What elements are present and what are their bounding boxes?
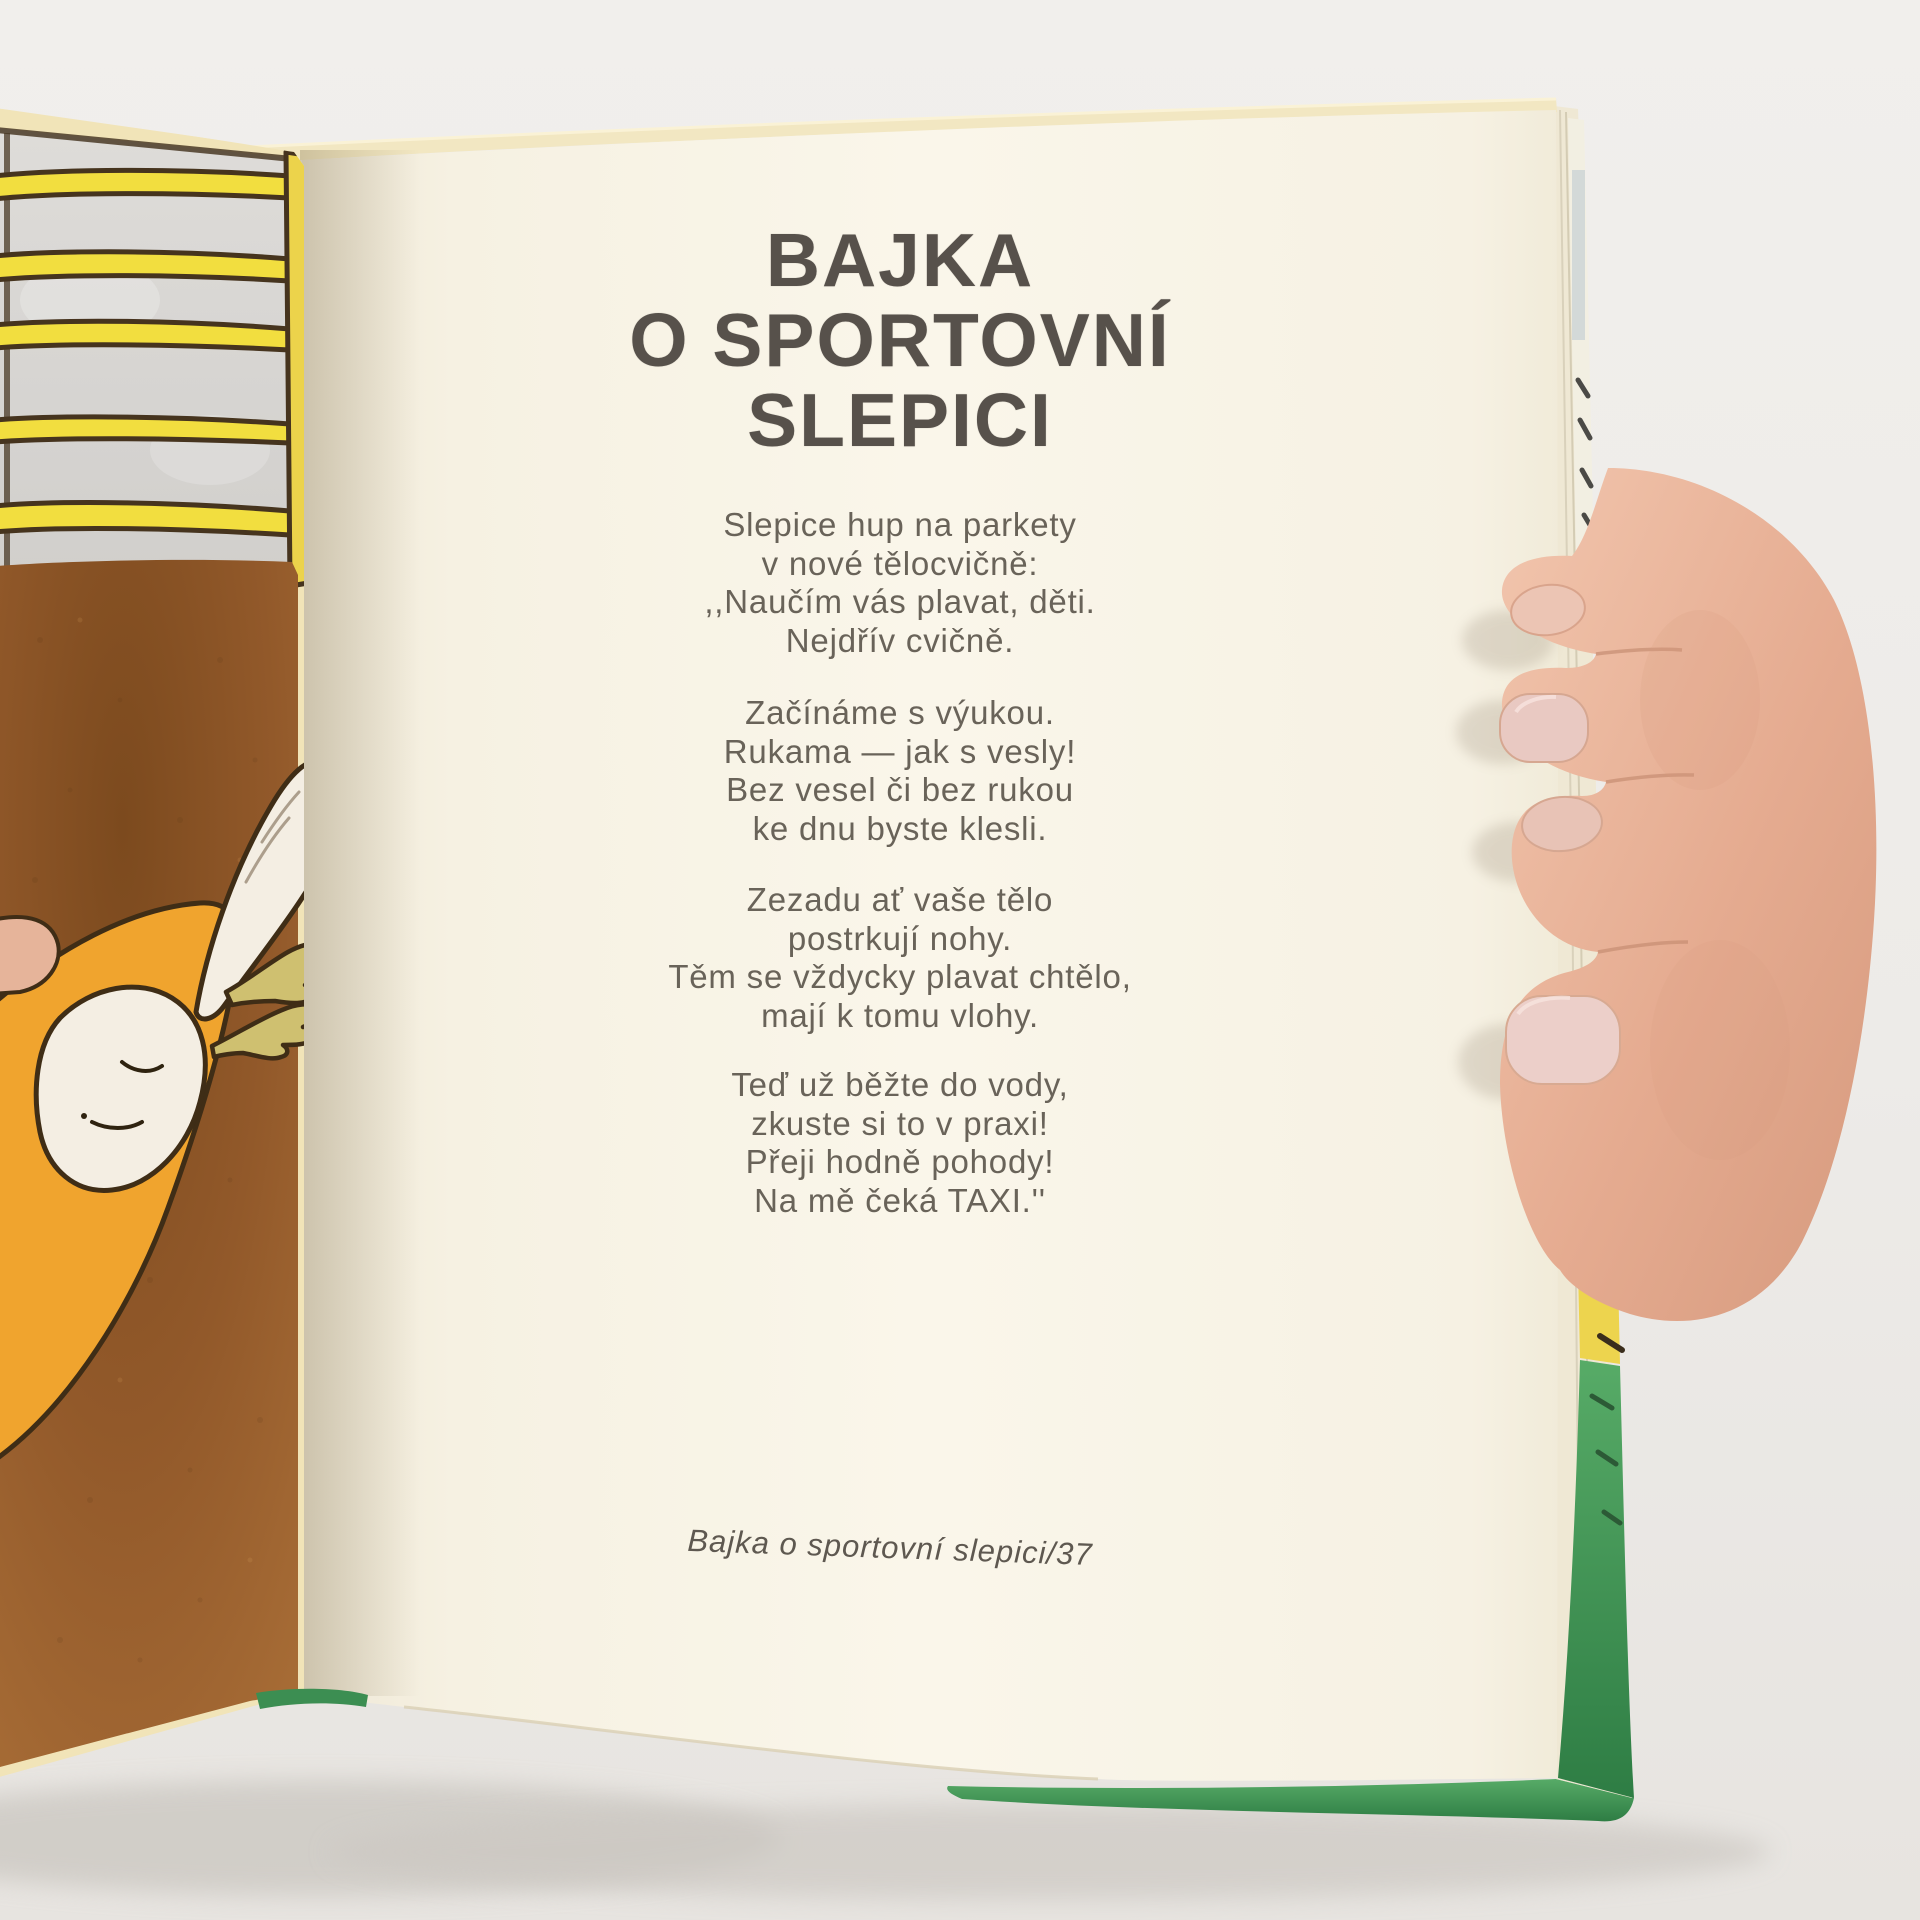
middle-fingernail bbox=[1500, 694, 1588, 762]
poem-line: ke dnu byste klesli. bbox=[752, 809, 1048, 847]
page-footer: Bajka o sportovní slepici/37 bbox=[686, 1522, 1094, 1573]
poem-title-line-1: BAJKA bbox=[765, 218, 1035, 302]
poem-line: Začínáme s výukou. bbox=[745, 694, 1055, 731]
poem-line: Zezadu ať vaše tělo bbox=[746, 881, 1054, 918]
poem-line: v nové tělocvičně: bbox=[761, 544, 1039, 582]
poem-line: ,,Naučím vás plavat, děti. bbox=[704, 583, 1096, 620]
left-page-illustration bbox=[0, 108, 334, 1778]
poem-line: Teď už běžte do vody, bbox=[731, 1066, 1069, 1103]
poem-line: Rukama — jak s vesly! bbox=[723, 732, 1077, 770]
poem-line: Nejdřív cvičně. bbox=[785, 621, 1015, 659]
gutter-green-sliver bbox=[256, 1689, 368, 1709]
poem-line: postrkují nohy. bbox=[787, 919, 1013, 957]
poem-line: Bez vesel či bez rukou bbox=[726, 771, 1074, 808]
poem-title-line-3: SLEPICI bbox=[747, 378, 1053, 462]
poem-title-line-2: O SPORTOVNÍ bbox=[629, 298, 1171, 382]
poem-line: mají k tomu vlohy. bbox=[761, 996, 1039, 1034]
poem-line: Slepice hup na parkety bbox=[723, 506, 1077, 543]
right-page bbox=[250, 98, 1558, 1781]
poem-line: Na mě čeká TAXI.'' bbox=[754, 1181, 1046, 1219]
right-page-surface bbox=[302, 110, 1558, 1781]
poem-line: Přeji hodně pohody! bbox=[745, 1143, 1055, 1180]
poem-line: Těm se vždycky plavat chtělo, bbox=[668, 958, 1132, 995]
hand bbox=[1500, 468, 1876, 1321]
gutter-shadow bbox=[300, 150, 420, 1696]
poem-line: zkuste si to v praxi! bbox=[751, 1104, 1049, 1142]
